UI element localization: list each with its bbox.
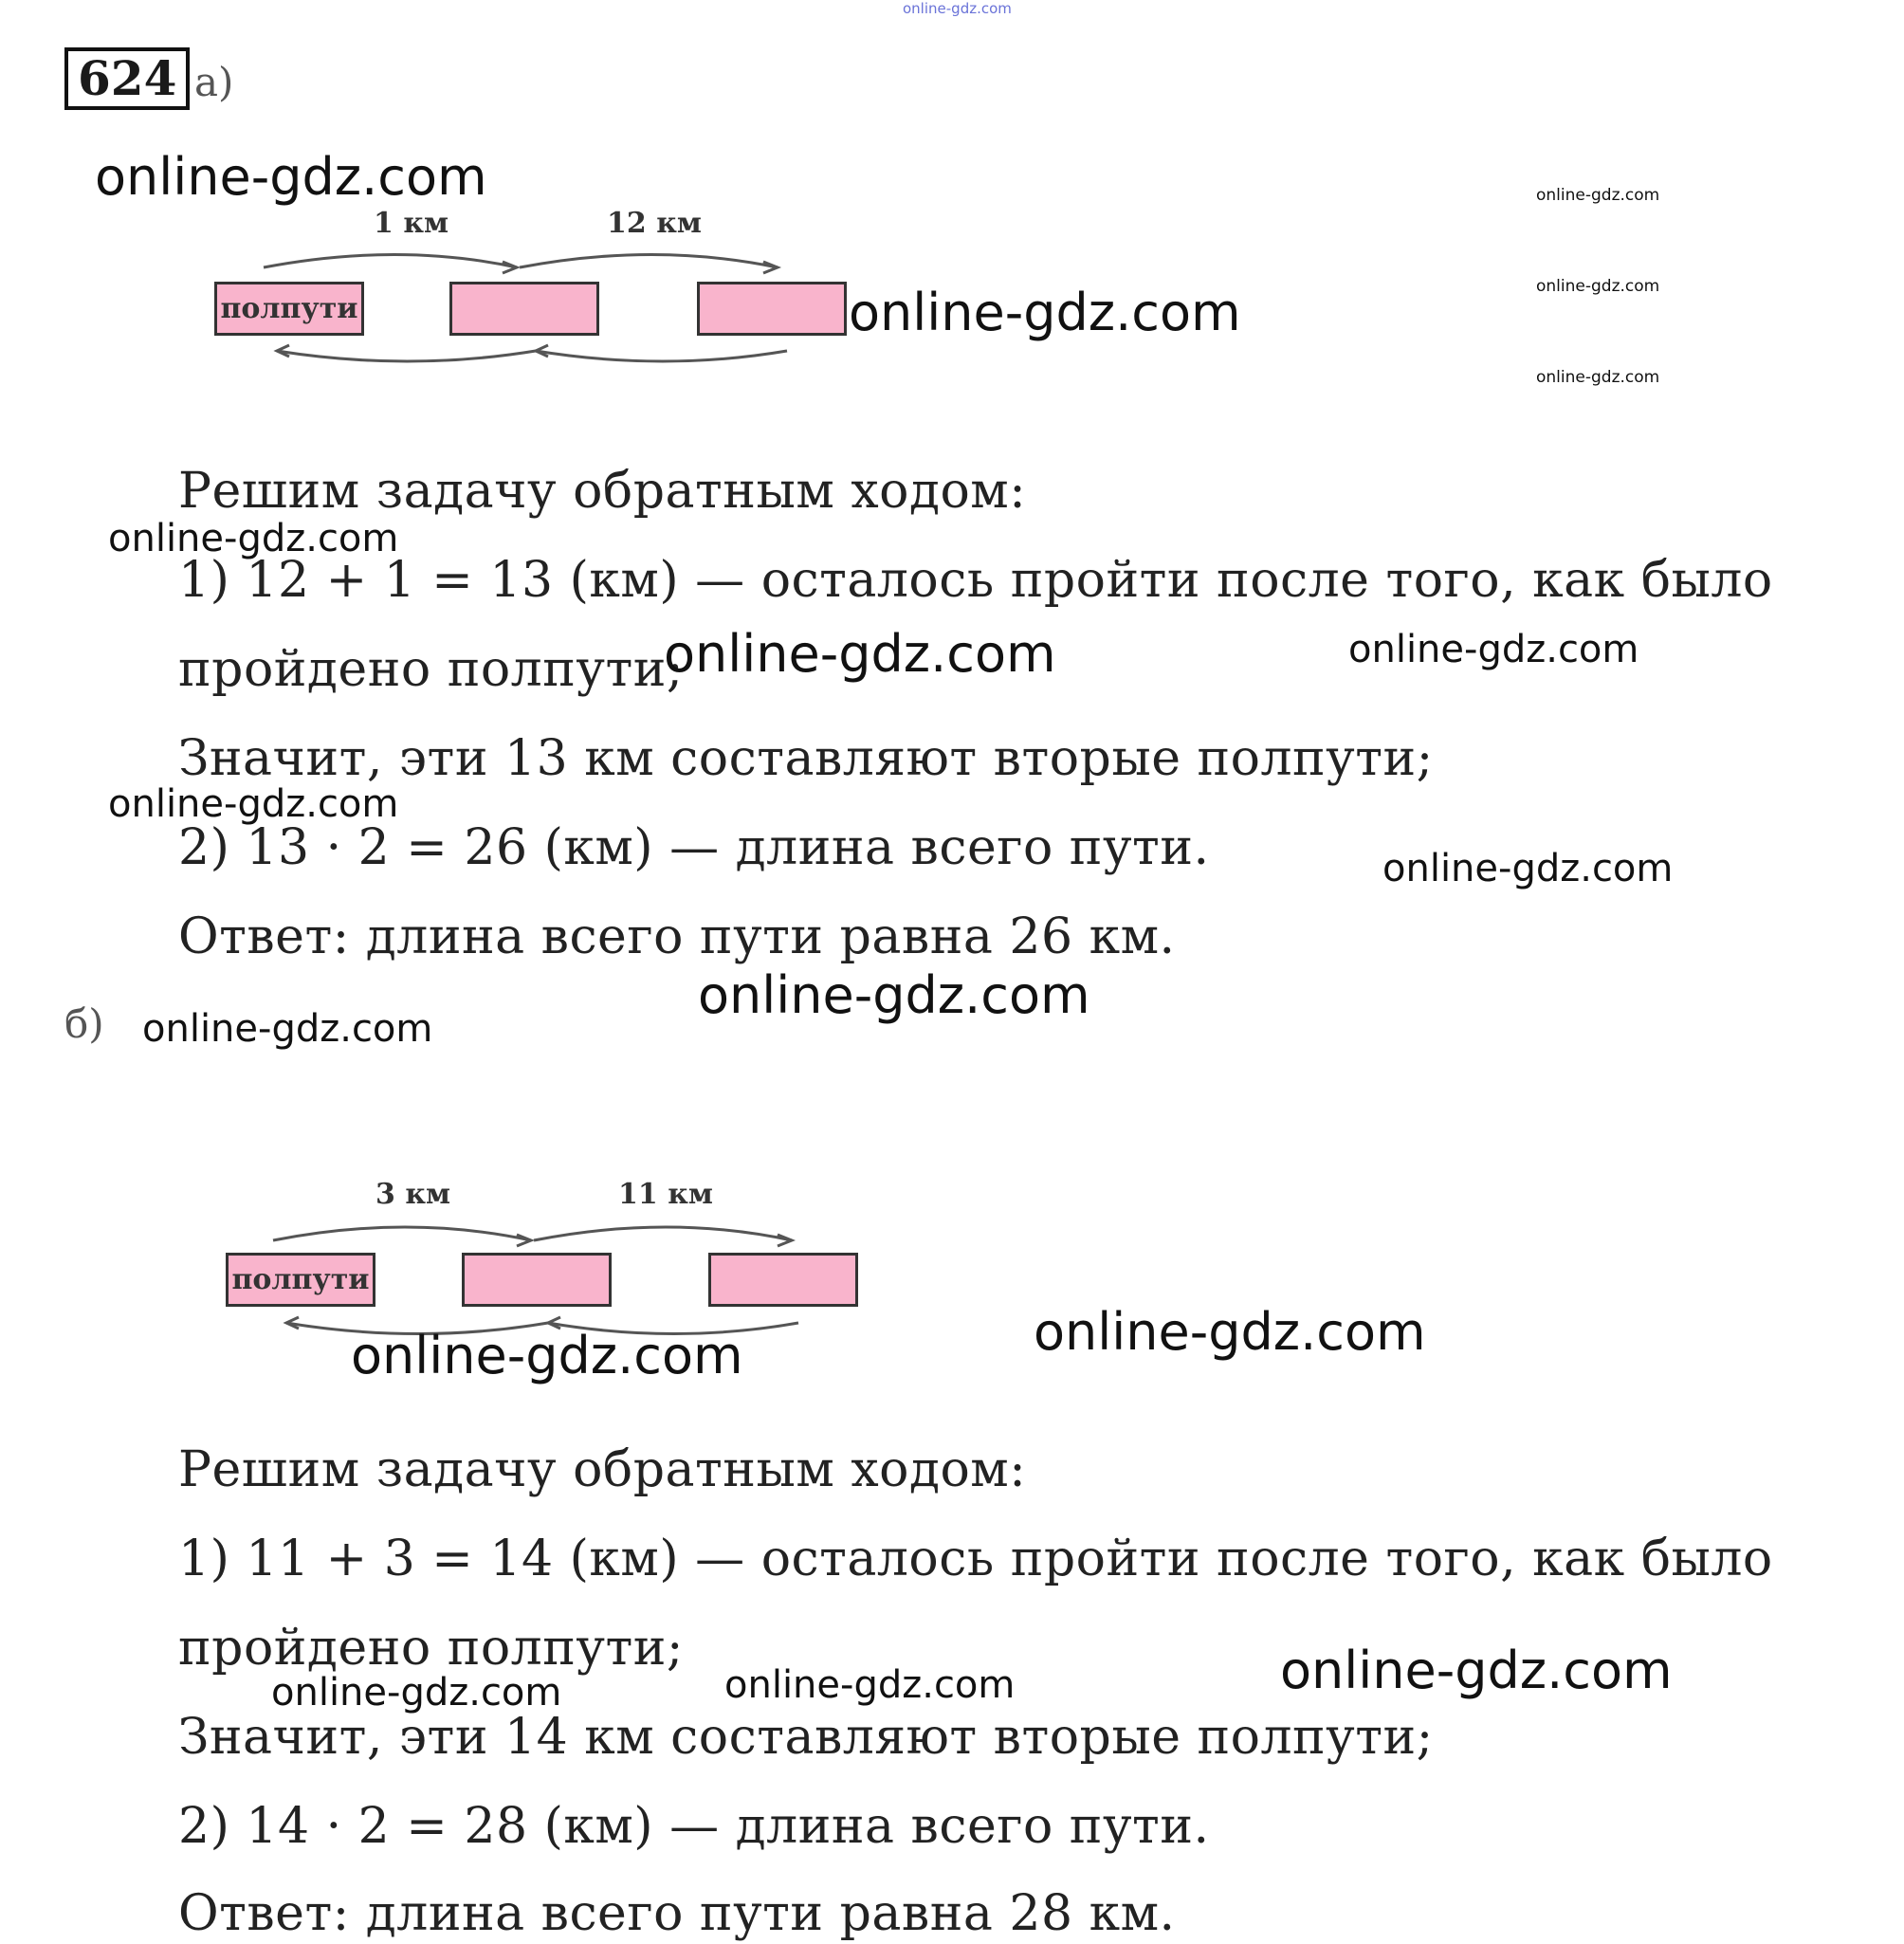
part-b-step2: 2) 14 · 2 = 28 (км) — длина всего пути. — [178, 1798, 1210, 1855]
part-b-label: б) — [64, 1000, 104, 1047]
watermark: online-gdz.com — [1536, 368, 1660, 387]
watermark: online-gdz.com — [351, 1326, 743, 1385]
watermark: online-gdz.com — [724, 1663, 1016, 1707]
watermark: online-gdz.com — [1280, 1641, 1673, 1700]
part-a-arc-label-1: 1 км — [374, 207, 449, 240]
part-a-step1-cont: пройдено полпути; — [178, 641, 684, 698]
part-b-arc-label-1: 3 км — [375, 1178, 451, 1211]
part-b-answer: Ответ: длина всего пути равна 28 км. — [178, 1885, 1176, 1942]
part-a-label: а) — [194, 59, 234, 105]
part-b-box-2 — [462, 1253, 612, 1307]
watermark: online-gdz.com — [95, 147, 487, 207]
problem-number: 624 — [64, 47, 190, 110]
part-b-arc-label-2: 11 км — [618, 1178, 713, 1211]
watermark: online-gdz.com — [1382, 847, 1674, 890]
part-a-box-label: полпути — [220, 292, 358, 325]
watermark: online-gdz.com — [1034, 1302, 1426, 1362]
part-b-intro: Решим задачу обратным ходом: — [178, 1441, 1027, 1498]
watermark: online-gdz.com — [849, 283, 1241, 342]
part-b-step1: 1) 11 + 3 = 14 (км) — осталось пройти после того, как было — [178, 1531, 1773, 1587]
watermark: online-gdz.com — [271, 1671, 562, 1715]
part-b-step1-cont: пройдено полпути; — [178, 1620, 684, 1677]
part-b-box-3 — [708, 1253, 858, 1307]
watermark: online-gdz.com — [108, 782, 399, 826]
watermark: online-gdz.com — [142, 1007, 433, 1051]
watermark: online-gdz.com — [1348, 628, 1639, 671]
watermark: online-gdz.com — [698, 965, 1090, 1025]
part-a-meaning: Значит, эти 13 км составляют вторые полпути; — [178, 730, 1434, 787]
part-b-meaning: Значит, эти 14 км составляют вторые полпути; — [178, 1709, 1434, 1766]
part-a-answer: Ответ: длина всего пути равна 26 км. — [178, 908, 1176, 965]
header-watermark: online-gdz.com — [903, 0, 1012, 17]
part-b-box-half — [226, 1253, 375, 1307]
watermark: online-gdz.com — [1536, 277, 1660, 296]
watermark: online-gdz.com — [108, 517, 399, 560]
part-b-box-label: полпути — [231, 1263, 370, 1296]
watermark: online-gdz.com — [664, 624, 1056, 684]
part-a-step2: 2) 13 · 2 = 26 (км) — длина всего пути. — [178, 819, 1210, 876]
watermark: online-gdz.com — [1536, 186, 1660, 205]
part-a-intro: Решим задачу обратным ходом: — [178, 463, 1027, 520]
part-a-step1: 1) 12 + 1 = 13 (км) — осталось пройти после того, как было — [178, 552, 1773, 609]
part-a-arc-label-2: 12 км — [607, 207, 702, 240]
